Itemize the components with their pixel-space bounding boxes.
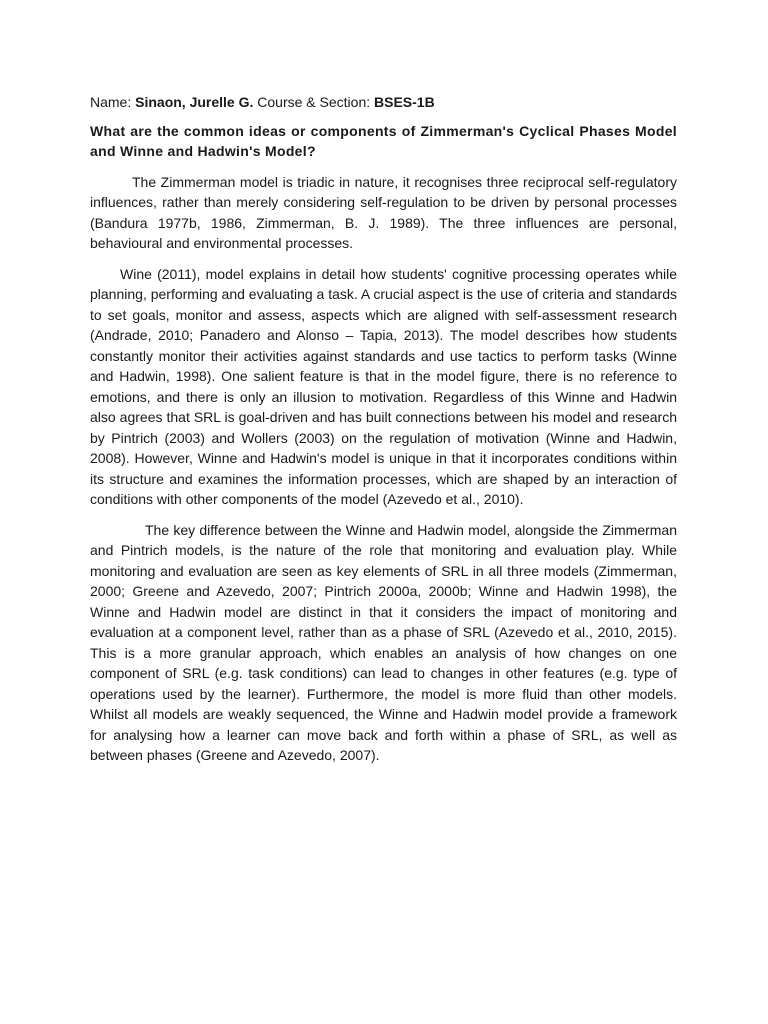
section-value: BSES-1B <box>374 94 435 110</box>
paragraph-key-difference: The key difference between the Winne and Hadwin model, alongside the Zimmerman and Pintrich models, is the nature of the role that monitoring and evaluation play. While monitoring and evaluation are seen as key elements of SRL in all three models (Zimmerman, 2000; Greene and Azevedo, 2007; Pintrich 2000a, 2000b; Winne and Hadwin 1998), the Winne and Hadwin model are distinct in that it considers the impact of monitoring and evaluation at a component level, rather than as a phase of SRL (Azevedo et al., 2010, 2015). This is a more granular approach, which enables an analysis of how changes on one component of SRL (e.g. task conditions) can lead to changes in other features (e.g. type of operations used by the learner). Furthermore, the model is more fluid than other models. Whilst all models are weakly sequenced, the Winne and Hadwin model provide a framework for analysing how a learner can move back and forth within a phase of SRL, as well as between phases (Greene and Azevedo, 2007). <box>90 521 677 763</box>
name-label: Name: <box>90 94 136 110</box>
student-name: Sinaon, Jurelle G. <box>135 94 254 110</box>
question-heading: What are the common ideas or components of Zimmerman's Cyclical Phases Model and Winne and Hadwin's Model? <box>90 122 677 159</box>
document-page <box>90 92 677 776</box>
student-info-line <box>90 92 677 113</box>
section-label: Course & Section: <box>253 94 375 110</box>
paragraph-zimmerman: The Zimmerman model is triadic in nature, it recognises three reciprocal self-regulatory influences, rather than merely considering self-regulation to be driven by personal processes (Bandura 1977b, 1986, Zimmerman, B. J. 1989). The three influences are personal, behavioural and environmental processes. <box>90 173 677 251</box>
paragraph-winne-model: Wine (2011), model explains in detail how students' cognitive processing operates while planning, performing and evaluating a task. A crucial aspect is the use of criteria and standards to set goals, monitor and assess, aspects which are aligned with self-assessment research (Andrade, 2010; Panadero and Alonso – Tapia, 2013). The model describes how students constantly monitor their activities against standards and use tactics to perform tasks (Winne and Hadwin, 1998). One salient feature is that in the model figure, there is no reference to emotions, and there is only an illusion to motivation. Regardless of this Winne and Hadwin also agrees that SRL is goal-driven and has built connections between his model and research by Pintrich (2003) and Wollers (2003) on the regulation of motivation (Winne and Hadwin, 2008). However, Winne and Hadwin's model is unique in that it incorporates conditions within its structure and examines the information processes, which are shaped by an interaction of conditions with other components of the model (Azevedo et al., 2010). <box>90 265 677 507</box>
